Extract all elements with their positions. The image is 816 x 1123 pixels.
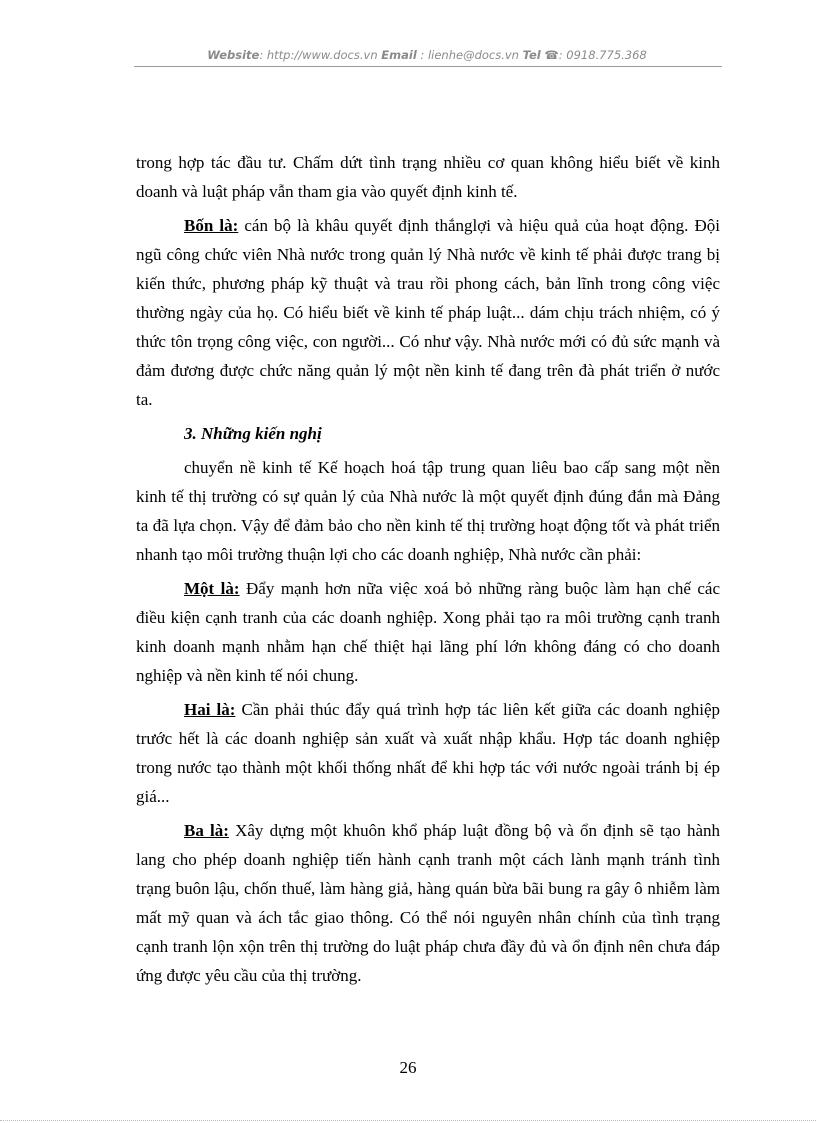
text-ba-la: Xây dựng một khuôn khổ pháp luật đồng bộ và ổn định sẽ tạo hành lang cho phép doanh nghiệp tiến hành cạnh tranh một cách lành mạnh tránh tình trạng buôn lậu, chốn thuế, làm hàng giả, hàng quán bừa bãi bung ra gây ô nhiễm làm mất mỹ quan và ách tắc giao thông. Có thể nói nguyên nhân chính của tình trạng cạnh tranh lộn xộn trên thị trường do luật pháp chưa đầy đủ và ổn định nên chưa đáp ứng được yêu cầu của thị trường. [136, 821, 720, 985]
text-bon-la: cán bộ là khâu quyết định thắnglợi và hiệu quả của hoạt động. Đội ngũ công chức viên Nhà nước trong quản lý Nhà nước về kinh tế phải được trang bị kiến thức, phương pháp kỹ thuật và trau rồi phong cách, bản lĩnh trong công việc thường ngày của họ. Có hiểu biết về kinh tế pháp luật... dám chịu trách nhiệm, có ý thức tôn trọng công việc, con người... Có như vậy. Nhà nước mới có đủ sức mạnh và đảm đương được chức năng quản lý một nền kinh tế đang trên đà phát triển ở nước ta. [136, 216, 720, 409]
text-hai-la: Cần phải thúc đẩy quá trình hợp tác liên kết giữa các doanh nghiệp trước hết là các doanh nghiệp sản xuất và xuất nhập khẩu. Hợp tác doanh nghiệp trong nước tạo thành một khối thống nhất để khi hợp tác với nước ngoài tránh bị ép giá... [136, 700, 720, 806]
paragraph-ba-la [136, 816, 720, 990]
paragraph-1: trong hợp tác đầu tư. Chấm dứt tình trạng nhiều cơ quan không hiểu biết về kinh doanh và luật pháp vẫn tham gia vào quyết định kinh tế. [136, 153, 720, 201]
label-bon-la: Bốn là: [184, 216, 239, 235]
text-mot-la: Đẩy mạnh hơn nữa việc xoá bỏ những ràng buộc làm hạn chế các điều kiện cạnh tranh của các doanh nghiệp. Xong phải tạo ra môi trường cạnh tranh kinh doanh mạnh nhằm hạn chế thiệt hại lãng phí lớn không đáng có cho doanh nghiệp và nền kinh tế nói chung. [136, 579, 720, 685]
paragraph-bon-la [136, 211, 720, 414]
website-value: : http://www.docs.vn [259, 48, 378, 62]
email-value: : lienhe@docs.vn [420, 48, 519, 62]
label-hai-la: Hai là: [184, 700, 236, 719]
footer-divider [0, 1120, 816, 1121]
label-mot-la: Một là: [184, 579, 240, 598]
tel-value: : 0918.775.368 [558, 48, 647, 62]
paragraph-hai-la [136, 695, 720, 811]
document-body [136, 148, 720, 990]
page-number: 26 [399, 1058, 417, 1077]
tel-label: Tel [522, 48, 541, 62]
label-ba-la: Ba là: [184, 821, 229, 840]
website-label: Website [207, 48, 260, 62]
page-header [134, 48, 720, 66]
email-label: Email [381, 48, 417, 62]
paragraph-3: chuyển nề kinh tế Kế hoạch hoá tập trung quan liêu bao cấp sang một nền kinh tế thị trường có sự quản lý của Nhà nước là một quyết định đúng đắn mà Đảng ta đã lựa chọn. Vậy để đảm bảo cho nền kinh tế thị trường hoạt động tốt và phát triển nhanh tạo môi trường thuận lợi cho các doanh nghiệp, Nhà nước cần phải: [136, 458, 720, 564]
header-divider [134, 66, 722, 67]
paragraph-mot-la [136, 574, 720, 690]
section-heading: 3. Những kiến nghị [184, 424, 322, 443]
phone-icon: ☎ [544, 48, 559, 62]
